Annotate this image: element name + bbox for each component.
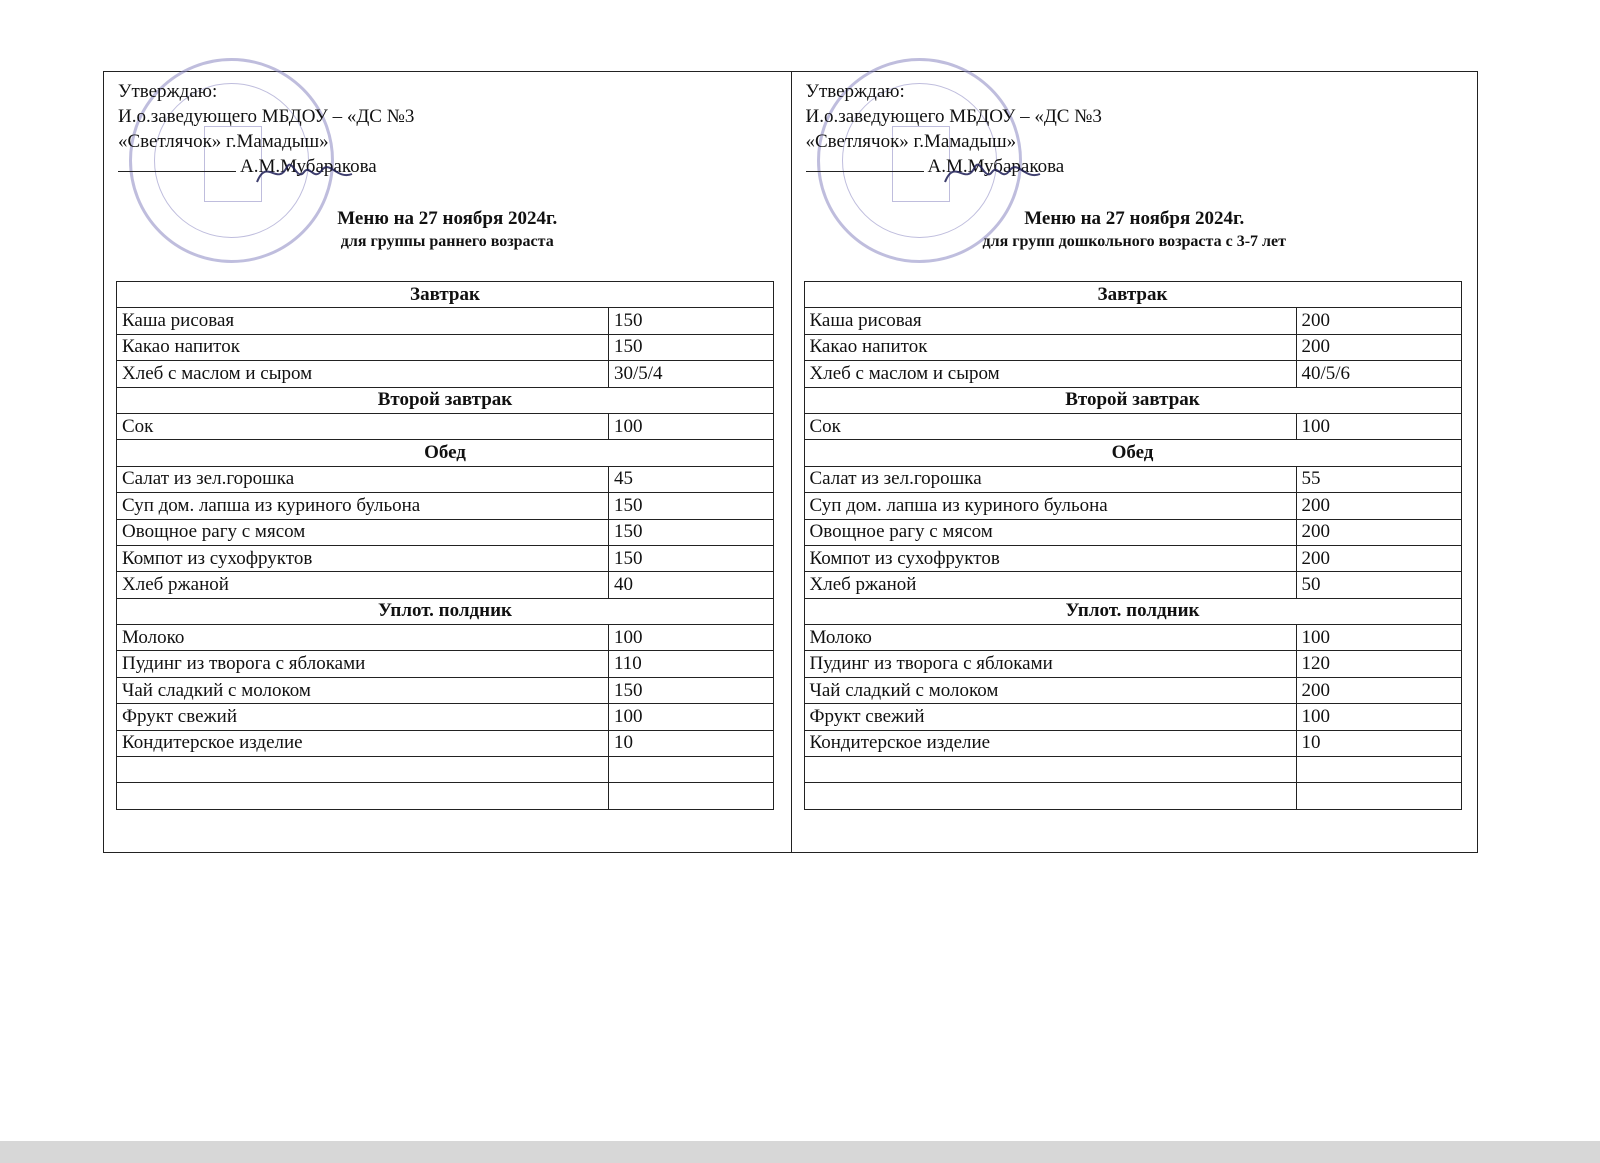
left-panel	[104, 72, 791, 852]
dish-name: Сок	[117, 413, 609, 439]
dish-portion: 100	[1296, 704, 1461, 730]
dish-portion: 150	[609, 545, 774, 571]
dish-name: Хлеб с маслом и сыром	[804, 361, 1296, 387]
dish-name: Пудинг из творога с яблоками	[804, 651, 1296, 677]
table-row	[117, 677, 774, 703]
dish-name: Молоко	[117, 625, 609, 651]
dish-portion: 45	[609, 466, 774, 492]
menu-subtitle: для группы раннего возраста	[340, 233, 554, 250]
right-panel	[791, 72, 1478, 852]
dish-name: Фрукт свежий	[804, 704, 1296, 730]
dish-portion: 10	[1296, 730, 1461, 756]
dish-name: Салат из зел.горошка	[117, 466, 609, 492]
signature-line	[118, 171, 236, 172]
dish-portion: 200	[1296, 545, 1461, 571]
approval-heading: Утверждаю:	[805, 81, 905, 102]
dish-portion: 30/5/4	[609, 361, 774, 387]
dish-name: Хлеб ржаной	[117, 572, 609, 598]
dish-name: Компот из сухофруктов	[117, 545, 609, 571]
section-header: Обед	[117, 440, 774, 466]
dish-portion: 100	[609, 625, 774, 651]
approval-signer: А.М.Мубаракова	[927, 156, 1065, 177]
dish-name: Какао напиток	[117, 334, 609, 360]
dish-name: Чай сладкий с молоком	[117, 677, 609, 703]
dish-portion: 120	[1296, 651, 1461, 677]
dish-portion: 150	[609, 519, 774, 545]
approval-signer: А.М.Мубаракова	[240, 156, 377, 177]
approval-position: И.о.заведующего МБДОУ – «ДС №3	[805, 106, 1102, 127]
approval-organization: «Светлячок» г.Мамадыш»	[805, 131, 1017, 152]
dish-portion: 100	[1296, 625, 1461, 651]
dish-name: Суп дом. лапша из куриного бульона	[804, 493, 1296, 519]
dish-name: Суп дом. лапша из куриного бульона	[117, 493, 609, 519]
table-row	[117, 704, 774, 730]
dish-portion: 200	[1296, 308, 1461, 334]
dish-portion: 10	[609, 730, 774, 756]
table-row	[117, 493, 774, 519]
dish-name: Чай сладкий с молоком	[804, 677, 1296, 703]
dish-name: Овощное рагу с мясом	[117, 519, 609, 545]
approval-organization: «Светлячок» г.Мамадыш»	[118, 131, 329, 152]
dish-portion: 200	[1296, 334, 1461, 360]
table-row	[804, 493, 1461, 519]
dish-portion: 200	[1296, 677, 1461, 703]
table-row	[117, 519, 774, 545]
table-row	[804, 625, 1461, 651]
signature-line	[806, 171, 924, 172]
section-header: Второй завтрак	[117, 387, 774, 413]
dish-name: Молоко	[804, 625, 1296, 651]
table-row	[804, 545, 1461, 571]
dish-name: Какао напиток	[804, 334, 1296, 360]
dish-portion: 55	[1296, 466, 1461, 492]
section-header: Завтрак	[117, 282, 774, 308]
dish-name: Каша рисовая	[804, 308, 1296, 334]
dish-portion: 100	[609, 413, 774, 439]
dish-portion: 100	[609, 704, 774, 730]
empty-row	[804, 757, 1461, 783]
table-row	[117, 625, 774, 651]
dish-portion: 150	[609, 493, 774, 519]
table-row	[117, 308, 774, 334]
table-row	[804, 572, 1461, 598]
table-row	[117, 413, 774, 439]
dish-name: Пудинг из творога с яблоками	[117, 651, 609, 677]
dish-portion: 40	[609, 572, 774, 598]
dish-name: Хлеб с маслом и сыром	[117, 361, 609, 387]
table-row	[804, 651, 1461, 677]
section-header: Второй завтрак	[804, 387, 1461, 413]
table-row	[804, 677, 1461, 703]
dish-name: Овощное рагу с мясом	[804, 519, 1296, 545]
table-row	[804, 466, 1461, 492]
menu-frame	[103, 71, 1478, 853]
table-row	[804, 704, 1461, 730]
empty-row	[117, 783, 774, 809]
table-row	[117, 651, 774, 677]
section-header: Обед	[804, 440, 1461, 466]
dish-portion: 200	[1296, 519, 1461, 545]
dish-name: Кондитерское изделие	[117, 730, 609, 756]
dish-name: Хлеб ржаной	[804, 572, 1296, 598]
table-row	[804, 730, 1461, 756]
dish-portion: 50	[1296, 572, 1461, 598]
dish-portion: 150	[609, 308, 774, 334]
approval-heading: Утверждаю:	[118, 81, 218, 102]
table-row	[804, 334, 1461, 360]
approval-position: И.о.заведующего МБДОУ – «ДС №3	[118, 106, 415, 127]
dish-name: Сок	[804, 413, 1296, 439]
table-row	[117, 730, 774, 756]
table-row	[804, 308, 1461, 334]
dish-portion: 110	[609, 651, 774, 677]
dish-name: Салат из зел.горошка	[804, 466, 1296, 492]
table-row	[117, 545, 774, 571]
dish-name: Фрукт свежий	[117, 704, 609, 730]
dish-portion: 150	[609, 334, 774, 360]
menu-subtitle: для групп дошкольного возраста с 3-7 лет	[982, 233, 1286, 250]
dish-portion: 40/5/6	[1296, 361, 1461, 387]
section-header: Уплот. полдник	[117, 598, 774, 624]
scan-edge	[0, 1141, 1600, 1163]
empty-row	[804, 783, 1461, 809]
signature-icon	[940, 152, 1050, 192]
table-row	[117, 572, 774, 598]
table-row	[117, 466, 774, 492]
table-row	[117, 334, 774, 360]
menu-title: Меню на 27 ноября 2024г.	[1024, 208, 1245, 229]
section-header: Уплот. полдник	[804, 598, 1461, 624]
menu-title: Меню на 27 ноября 2024г.	[337, 208, 558, 229]
empty-row	[117, 757, 774, 783]
dish-portion: 200	[1296, 493, 1461, 519]
dish-portion: 150	[609, 677, 774, 703]
dish-portion: 100	[1296, 413, 1461, 439]
dish-name: Каша рисовая	[117, 308, 609, 334]
dish-name: Кондитерское изделие	[804, 730, 1296, 756]
menu-table	[804, 281, 1462, 810]
table-row	[804, 361, 1461, 387]
menu-title-block	[792, 207, 1478, 253]
section-header: Завтрак	[804, 282, 1461, 308]
dish-name: Компот из сухофруктов	[804, 545, 1296, 571]
signature-icon	[252, 152, 362, 192]
menu-table	[116, 281, 774, 810]
table-row	[117, 361, 774, 387]
table-row	[804, 519, 1461, 545]
table-row	[804, 413, 1461, 439]
menu-title-block	[104, 207, 791, 253]
